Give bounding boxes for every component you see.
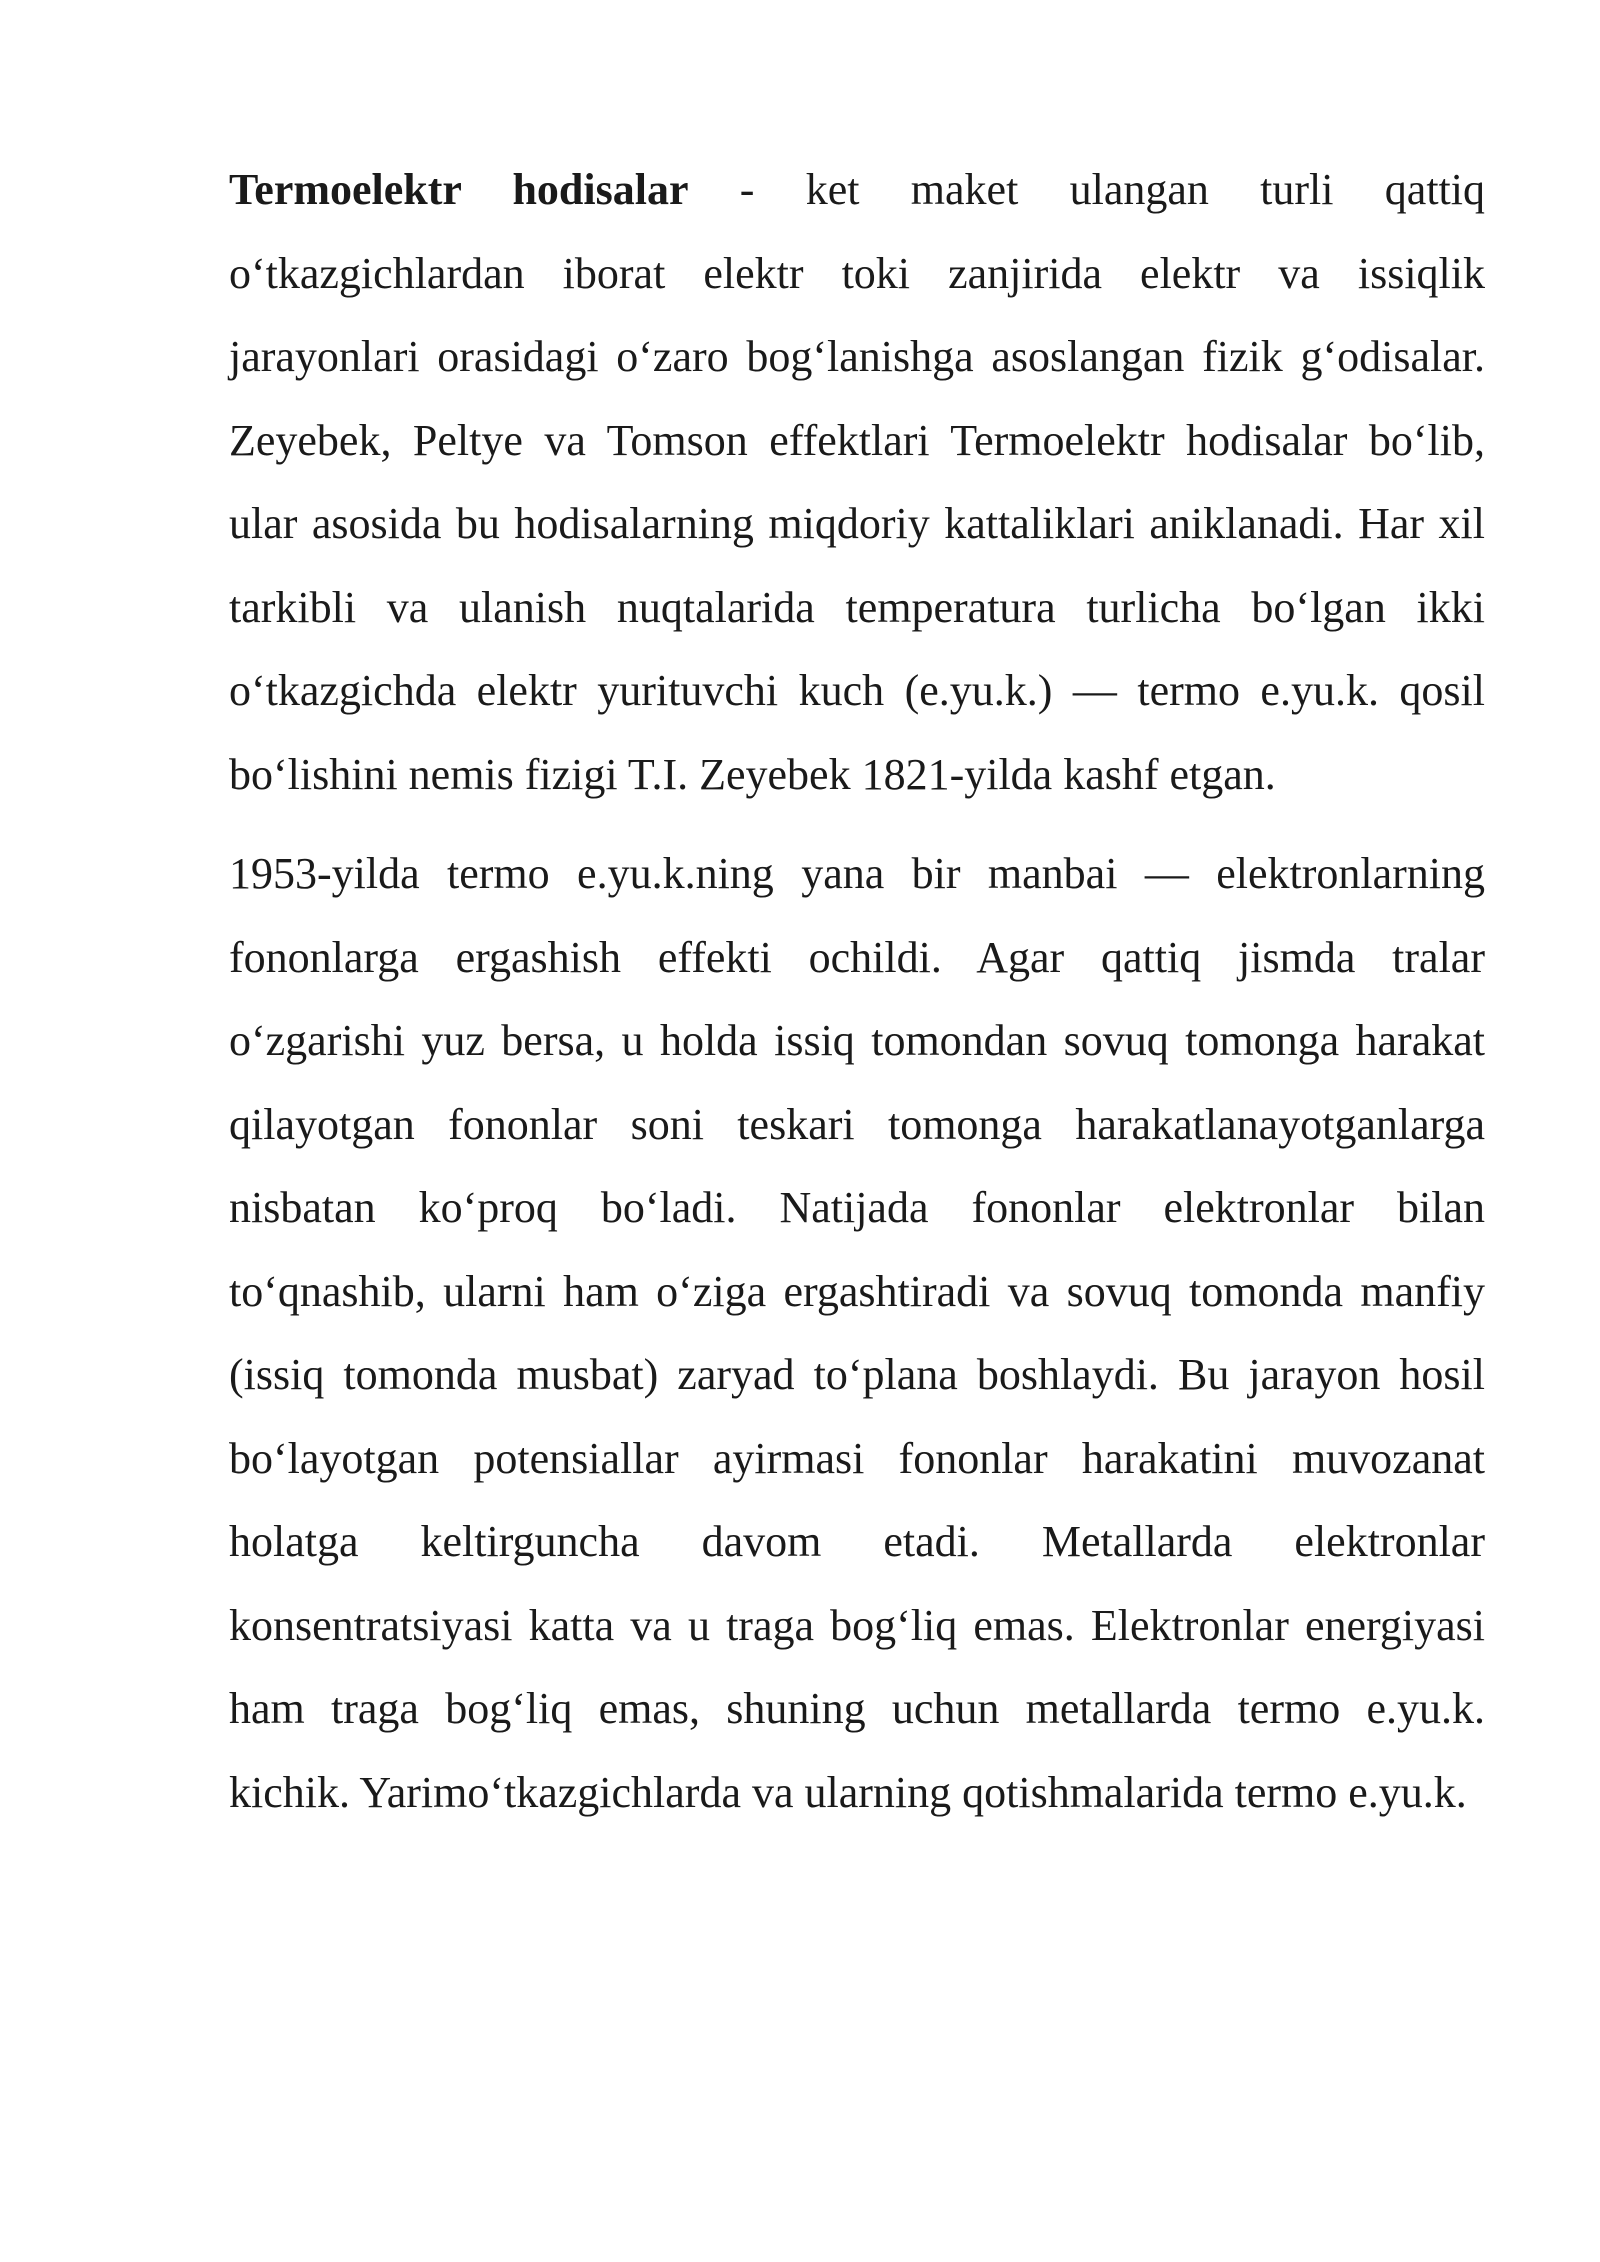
paragraph-2-text: 1953-yilda termo e.yu.k.ning yana bir manbai — elektronlarning fononlarga ergashish effekti ochildi. Agar qattiq jismda tralar o‘zgarishi yuz bersa, u holda issiq tomondan sovuq tomonga harakat qilayotgan fononlar soni teskari tomonga harakatlanayotganlarga nisbatan ko‘proq bo‘ladi. Natijada fononlar elektronlar bilan to‘qnashib, ularni ham o‘ziga ergashtiradi va sovuq tomonda manfiy (issiq tomonda musbat) zaryad to‘plana boshlaydi. Bu jarayon hosil bo‘layotgan potensiallar ayirmasi fononlar harakatini muvozanat holatga keltirguncha davom etadi. Metallarda elektronlar konsentratsiyasi katta va u traga bog‘liq emas. Elektronlar energiyasi ham traga bog‘liq emas, shuning uchun metallarda termo e.yu.k. kichik. Yarimo‘tkazgichlarda va ularning qotishmalarida termo e.yu.k.	[229, 849, 1485, 1817]
document-body	[229, 148, 1485, 1834]
term-heading: Termoelektr hodisalar	[229, 165, 689, 214]
paragraph-1-text: - ket maket ulangan turli qattiq o‘tkazgichlardan iborat elektr toki zanjirida elektr va issiqlik jarayonlari orasidagi o‘zaro bog‘lanishga asoslangan fizik g‘odisalar. Zeyebek, Peltye va Tomson effektlari Termoelektr hodisalar bo‘lib, ular asosida bu hodisalarning miqdoriy kattaliklari aniklanadi. Har xil tarkibli va ulanish nuqtalarida temperatura turlicha bo‘lgan ikki o‘tkazgichda elektr yurituvchi kuch (e.yu.k.) — termo e.yu.k. qosil bo‘lishini nemis fizigi T.I. Zeyebek 1821-yilda kashf etgan.	[229, 165, 1485, 799]
paragraph-termoelektr-definition	[229, 148, 1485, 816]
paragraph-phonon-drag	[229, 832, 1485, 1834]
